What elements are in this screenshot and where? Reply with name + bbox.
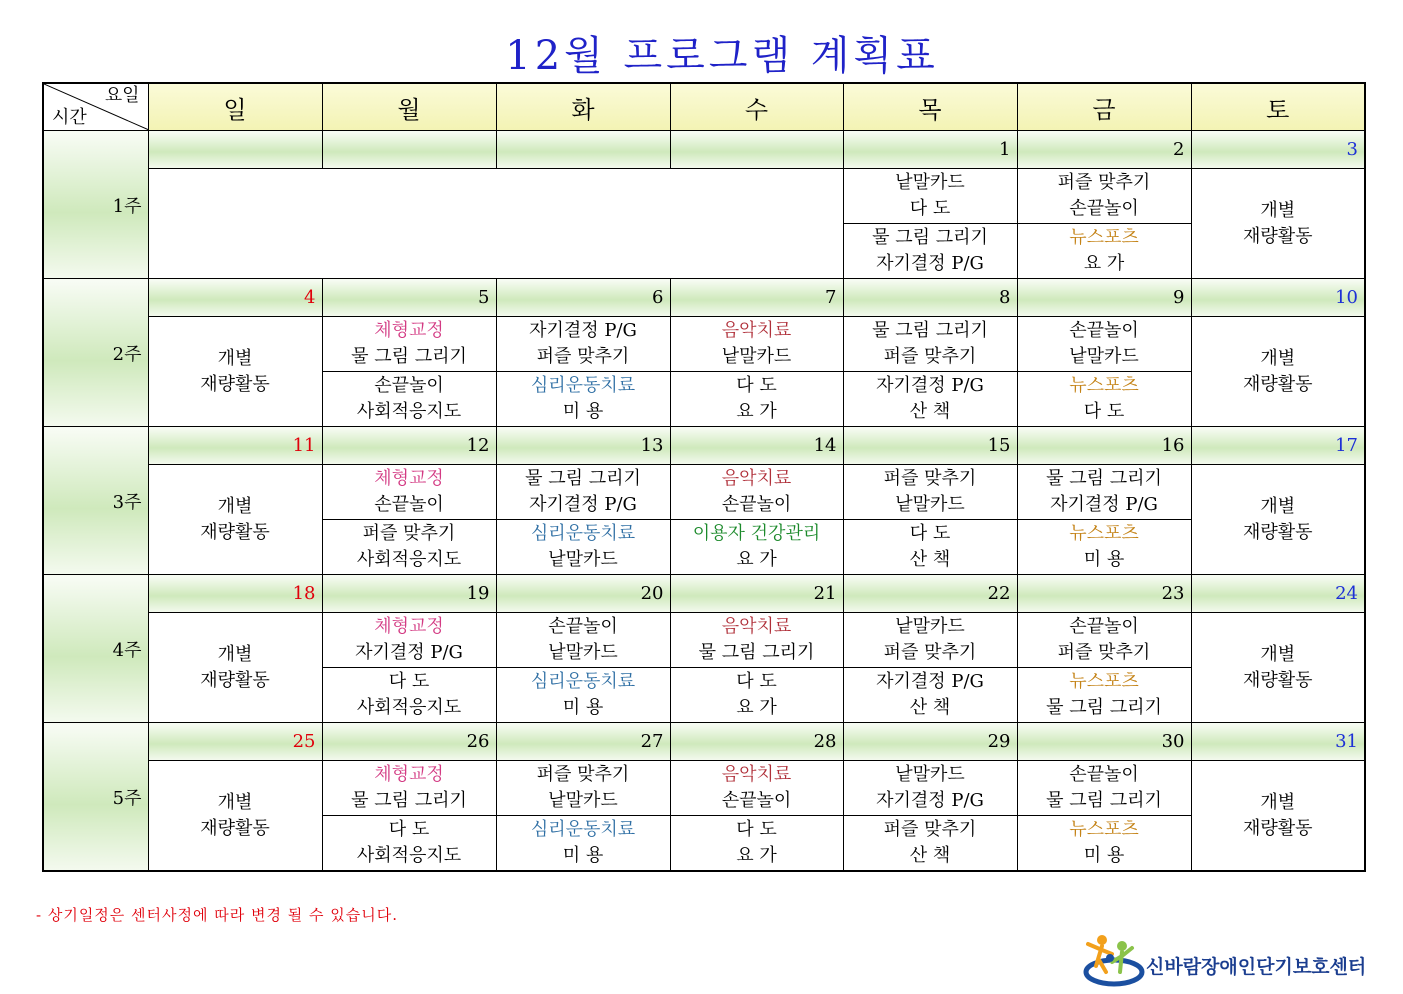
date-cell-saturday: 31 <box>1191 723 1365 761</box>
date-cell: 8 <box>843 279 1017 317</box>
people-figures-logo-icon <box>1082 932 1146 990</box>
program-item: 퍼즐 맞추기 <box>362 523 456 544</box>
program-item: 퍼즐 맞추기 <box>1057 172 1151 193</box>
week-3-program-row-1 <box>43 465 1365 520</box>
date-cell: 22 <box>843 575 1017 613</box>
program-item: 요 가 <box>736 697 777 718</box>
program-item: 산 책 <box>909 697 951 718</box>
program-item: 미 용 <box>562 845 604 866</box>
day-header-sun: 일 <box>148 83 322 131</box>
date-cell: 15 <box>843 427 1017 465</box>
program-item: 재량활동 <box>1242 225 1313 247</box>
date-cell: 21 <box>670 575 843 613</box>
date-cell: 30 <box>1017 723 1191 761</box>
week-5-date-row <box>43 723 1365 761</box>
date-cell: 16 <box>1017 427 1191 465</box>
date-cell: 27 <box>496 723 670 761</box>
week-2-program-row-1 <box>43 317 1365 372</box>
program-item: 퍼즐 맞추기 <box>536 346 630 367</box>
program-item: 손끝놀이 <box>374 375 444 396</box>
program-cell <box>496 465 670 520</box>
program-item: 퍼즐 맞추기 <box>536 764 630 785</box>
program-item: 물 그림 그리기 <box>351 346 467 367</box>
week-4-date-row <box>43 575 1365 613</box>
program-cell <box>496 816 670 872</box>
program-item: 재량활동 <box>200 669 270 691</box>
program-cell <box>843 520 1017 575</box>
week-4-program-row-1 <box>43 613 1365 668</box>
page-title: 12월 프로그램 계획표 <box>478 30 966 84</box>
program-item: 퍼즐 맞추기 <box>883 819 977 840</box>
program-item-music-therapy: 음악치료 <box>721 616 792 637</box>
corner-cell <box>43 83 148 131</box>
program-cell <box>670 613 843 668</box>
program-item: 자기결정 P/G <box>1050 494 1158 515</box>
week-label: 4주 <box>43 575 148 723</box>
program-item: 개별 <box>1260 791 1296 813</box>
program-cell <box>843 372 1017 427</box>
date-cell <box>322 131 496 169</box>
program-item: 손끝놀이 <box>1069 198 1139 219</box>
week-5-program-row-1 <box>43 761 1365 816</box>
free-activity-cell <box>148 613 322 723</box>
program-item: 물 그림 그리기 <box>872 227 988 248</box>
program-item: 미 용 <box>1083 549 1125 570</box>
program-item: 요 가 <box>736 401 777 422</box>
program-cell <box>496 372 670 427</box>
program-item: 퍼즐 맞추기 <box>883 468 977 489</box>
program-item: 자기결정 P/G <box>876 671 984 692</box>
day-header-sat: 토 <box>1191 83 1365 131</box>
program-cell <box>322 317 496 372</box>
date-cell: 14 <box>670 427 843 465</box>
program-item: 사회적응지도 <box>356 697 462 718</box>
free-activity-cell <box>1191 613 1365 723</box>
program-item: 손끝놀이 <box>721 790 792 811</box>
week-3-date-row <box>43 427 1365 465</box>
program-cell <box>322 668 496 723</box>
program-cell <box>843 317 1017 372</box>
program-item: 산 책 <box>909 845 951 866</box>
program-item-new-sports: 뉴스포츠 <box>1069 523 1139 544</box>
program-item: 개별 <box>217 791 253 813</box>
day-header-mon: 월 <box>322 83 496 131</box>
program-item: 물 그림 그리기 <box>698 642 815 663</box>
date-cell: 26 <box>322 723 496 761</box>
program-cell <box>322 613 496 668</box>
program-cell <box>670 465 843 520</box>
date-cell-saturday: 24 <box>1191 575 1365 613</box>
week-1-date-row <box>43 131 1365 169</box>
program-item: 재량활동 <box>1242 521 1313 543</box>
program-item-new-sports: 뉴스포츠 <box>1069 671 1139 692</box>
program-item: 미 용 <box>1083 845 1125 866</box>
program-cell <box>1017 317 1191 372</box>
free-activity-cell <box>148 465 322 575</box>
program-item-psychomotor: 심리운동치료 <box>530 375 636 396</box>
program-item-psychomotor: 심리운동치료 <box>530 671 636 692</box>
program-item: 개별 <box>1260 643 1296 665</box>
date-cell: 20 <box>496 575 670 613</box>
organization-logo <box>1082 932 1382 990</box>
program-item: 재량활동 <box>1242 373 1313 395</box>
program-cell <box>1017 169 1191 224</box>
date-cell: 13 <box>496 427 670 465</box>
program-item: 물 그림 그리기 <box>525 468 641 489</box>
program-item: 재량활동 <box>1242 817 1313 839</box>
free-activity-cell <box>1191 169 1365 279</box>
program-item: 낱말카드 <box>895 494 965 515</box>
program-cell <box>496 520 670 575</box>
program-item-body-correction: 체형교정 <box>374 320 444 341</box>
free-activity-cell <box>148 761 322 872</box>
program-item: 자기결정 P/G <box>876 253 984 274</box>
program-cell <box>670 816 843 872</box>
program-cell <box>496 761 670 816</box>
program-item: 산 책 <box>909 549 951 570</box>
program-item-health: 이용자 건강관리 <box>692 523 821 544</box>
program-item: 물 그림 그리기 <box>351 790 467 811</box>
program-item: 손끝놀이 <box>1069 616 1139 637</box>
program-cell <box>670 317 843 372</box>
program-item: 자기결정 P/G <box>876 790 984 811</box>
free-activity-cell <box>1191 465 1365 575</box>
program-item: 낱말카드 <box>548 642 618 663</box>
date-cell <box>496 131 670 169</box>
program-item: 재량활동 <box>1242 669 1313 691</box>
program-cell <box>496 317 670 372</box>
week-2-date-row <box>43 279 1365 317</box>
empty-cell <box>148 169 843 279</box>
program-item: 물 그림 그리기 <box>872 320 988 341</box>
program-cell <box>1017 668 1191 723</box>
date-cell-sunday: 18 <box>148 575 322 613</box>
date-cell: 9 <box>1017 279 1191 317</box>
day-header-fri: 금 <box>1017 83 1191 131</box>
program-item: 다 도 <box>736 375 777 396</box>
program-item: 개별 <box>1260 347 1296 369</box>
program-item: 낱말카드 <box>548 790 618 811</box>
header-row <box>43 83 1365 131</box>
program-item: 사회적응지도 <box>356 549 462 570</box>
program-cell <box>322 520 496 575</box>
date-cell-saturday: 17 <box>1191 427 1365 465</box>
program-item: 자기결정 P/G <box>876 375 984 396</box>
program-item: 물 그림 그리기 <box>1046 790 1162 811</box>
program-item: 다 도 <box>388 819 430 840</box>
program-item: 다 도 <box>736 671 777 692</box>
program-cell <box>1017 816 1191 872</box>
program-item: 요 가 <box>1083 253 1125 274</box>
program-cell <box>670 520 843 575</box>
program-item: 물 그림 그리기 <box>1046 697 1162 718</box>
program-item: 손끝놀이 <box>548 616 618 637</box>
program-cell <box>843 465 1017 520</box>
program-cell <box>670 372 843 427</box>
program-item: 낱말카드 <box>721 346 792 367</box>
program-cell <box>322 465 496 520</box>
program-item: 퍼즐 맞추기 <box>883 346 977 367</box>
program-item-new-sports: 뉴스포츠 <box>1069 375 1139 396</box>
program-item: 개별 <box>1260 495 1296 517</box>
program-item: 손끝놀이 <box>374 494 444 515</box>
schedule-table <box>42 82 1366 872</box>
date-cell: 1 <box>843 131 1017 169</box>
corner-time-label: 시간 <box>52 107 87 128</box>
week-label: 3주 <box>43 427 148 575</box>
date-cell: 19 <box>322 575 496 613</box>
week-1-program-row-1 <box>43 169 1365 224</box>
day-header-thu: 목 <box>843 83 1017 131</box>
free-activity-cell <box>1191 317 1365 427</box>
program-cell <box>843 761 1017 816</box>
date-cell: 6 <box>496 279 670 317</box>
program-item-new-sports: 뉴스포츠 <box>1069 227 1139 248</box>
program-cell <box>670 668 843 723</box>
program-cell <box>322 372 496 427</box>
program-item: 개별 <box>1260 199 1296 221</box>
week-label: 2주 <box>43 279 148 427</box>
program-cell <box>1017 372 1191 427</box>
program-item-music-therapy: 음악치료 <box>721 764 792 785</box>
organization-name: 신바람장애인단기보호센터 <box>1146 956 1367 978</box>
program-cell <box>1017 520 1191 575</box>
program-cell <box>1017 761 1191 816</box>
program-item: 손끝놀이 <box>1069 764 1139 785</box>
date-cell-sunday: 25 <box>148 723 322 761</box>
program-item: 재량활동 <box>200 521 270 543</box>
program-cell <box>496 613 670 668</box>
date-cell: 12 <box>322 427 496 465</box>
program-cell <box>1017 224 1191 279</box>
free-activity-cell <box>148 317 322 427</box>
program-item-psychomotor: 심리운동치료 <box>530 523 636 544</box>
program-item: 낱말카드 <box>895 764 965 785</box>
program-item-music-therapy: 음악치료 <box>721 468 792 489</box>
program-item-psychomotor: 심리운동치료 <box>530 819 636 840</box>
date-cell <box>670 131 843 169</box>
program-cell <box>1017 613 1191 668</box>
date-cell-sunday: 11 <box>148 427 322 465</box>
program-item: 다 도 <box>736 819 777 840</box>
footnote: - 상기일정은 센터사정에 따라 변경 될 수 있습니다. <box>36 906 399 924</box>
program-cell <box>322 816 496 872</box>
program-item-new-sports: 뉴스포츠 <box>1069 819 1139 840</box>
program-item: 낱말카드 <box>1069 346 1139 367</box>
date-cell-saturday: 10 <box>1191 279 1365 317</box>
week-label: 5주 <box>43 723 148 872</box>
free-activity-cell <box>1191 761 1365 872</box>
program-item: 낱말카드 <box>895 172 965 193</box>
program-item: 물 그림 그리기 <box>1046 468 1162 489</box>
date-cell: 29 <box>843 723 1017 761</box>
program-item: 퍼즐 맞추기 <box>883 642 977 663</box>
program-item: 다 도 <box>909 523 951 544</box>
program-cell <box>1017 465 1191 520</box>
program-item: 다 도 <box>388 671 430 692</box>
date-cell: 28 <box>670 723 843 761</box>
program-item: 개별 <box>217 347 253 369</box>
program-item: 요 가 <box>736 845 777 866</box>
date-cell: 5 <box>322 279 496 317</box>
program-cell <box>670 761 843 816</box>
program-item: 다 도 <box>909 198 951 219</box>
program-item: 낱말카드 <box>895 616 965 637</box>
program-item: 사회적응지도 <box>356 401 462 422</box>
program-item: 손끝놀이 <box>1069 320 1139 341</box>
program-item: 재량활동 <box>200 373 270 395</box>
program-cell <box>843 816 1017 872</box>
program-item-body-correction: 체형교정 <box>374 468 444 489</box>
date-cell: 7 <box>670 279 843 317</box>
program-cell <box>843 668 1017 723</box>
day-header-wed: 수 <box>670 83 843 131</box>
program-item: 낱말카드 <box>548 549 618 570</box>
program-cell <box>843 613 1017 668</box>
program-cell <box>496 668 670 723</box>
program-item: 사회적응지도 <box>356 845 462 866</box>
program-cell <box>322 761 496 816</box>
program-item: 미 용 <box>562 697 604 718</box>
program-item: 개별 <box>217 643 253 665</box>
program-item-body-correction: 체형교정 <box>374 616 444 637</box>
program-cell <box>843 224 1017 279</box>
program-item: 개별 <box>217 495 253 517</box>
program-item: 다 도 <box>1083 401 1125 422</box>
week-label: 1주 <box>43 131 148 279</box>
program-item: 요 가 <box>736 549 777 570</box>
day-header-tue: 화 <box>496 83 670 131</box>
program-item-music-therapy: 음악치료 <box>721 320 792 341</box>
program-item: 퍼즐 맞추기 <box>1057 642 1151 663</box>
program-item: 미 용 <box>562 401 604 422</box>
program-item: 자기결정 P/G <box>529 494 637 515</box>
date-cell: 2 <box>1017 131 1191 169</box>
program-item: 재량활동 <box>200 817 270 839</box>
program-item-body-correction: 체형교정 <box>374 764 444 785</box>
program-item: 자기결정 P/G <box>355 642 463 663</box>
date-cell-sunday: 4 <box>148 279 322 317</box>
program-cell <box>843 169 1017 224</box>
program-item: 손끝놀이 <box>721 494 792 515</box>
program-item: 산 책 <box>909 401 951 422</box>
program-item: 자기결정 P/G <box>529 320 637 341</box>
date-cell: 23 <box>1017 575 1191 613</box>
corner-day-label: 요일 <box>104 85 140 106</box>
date-cell-saturday: 3 <box>1191 131 1365 169</box>
date-cell <box>148 131 322 169</box>
